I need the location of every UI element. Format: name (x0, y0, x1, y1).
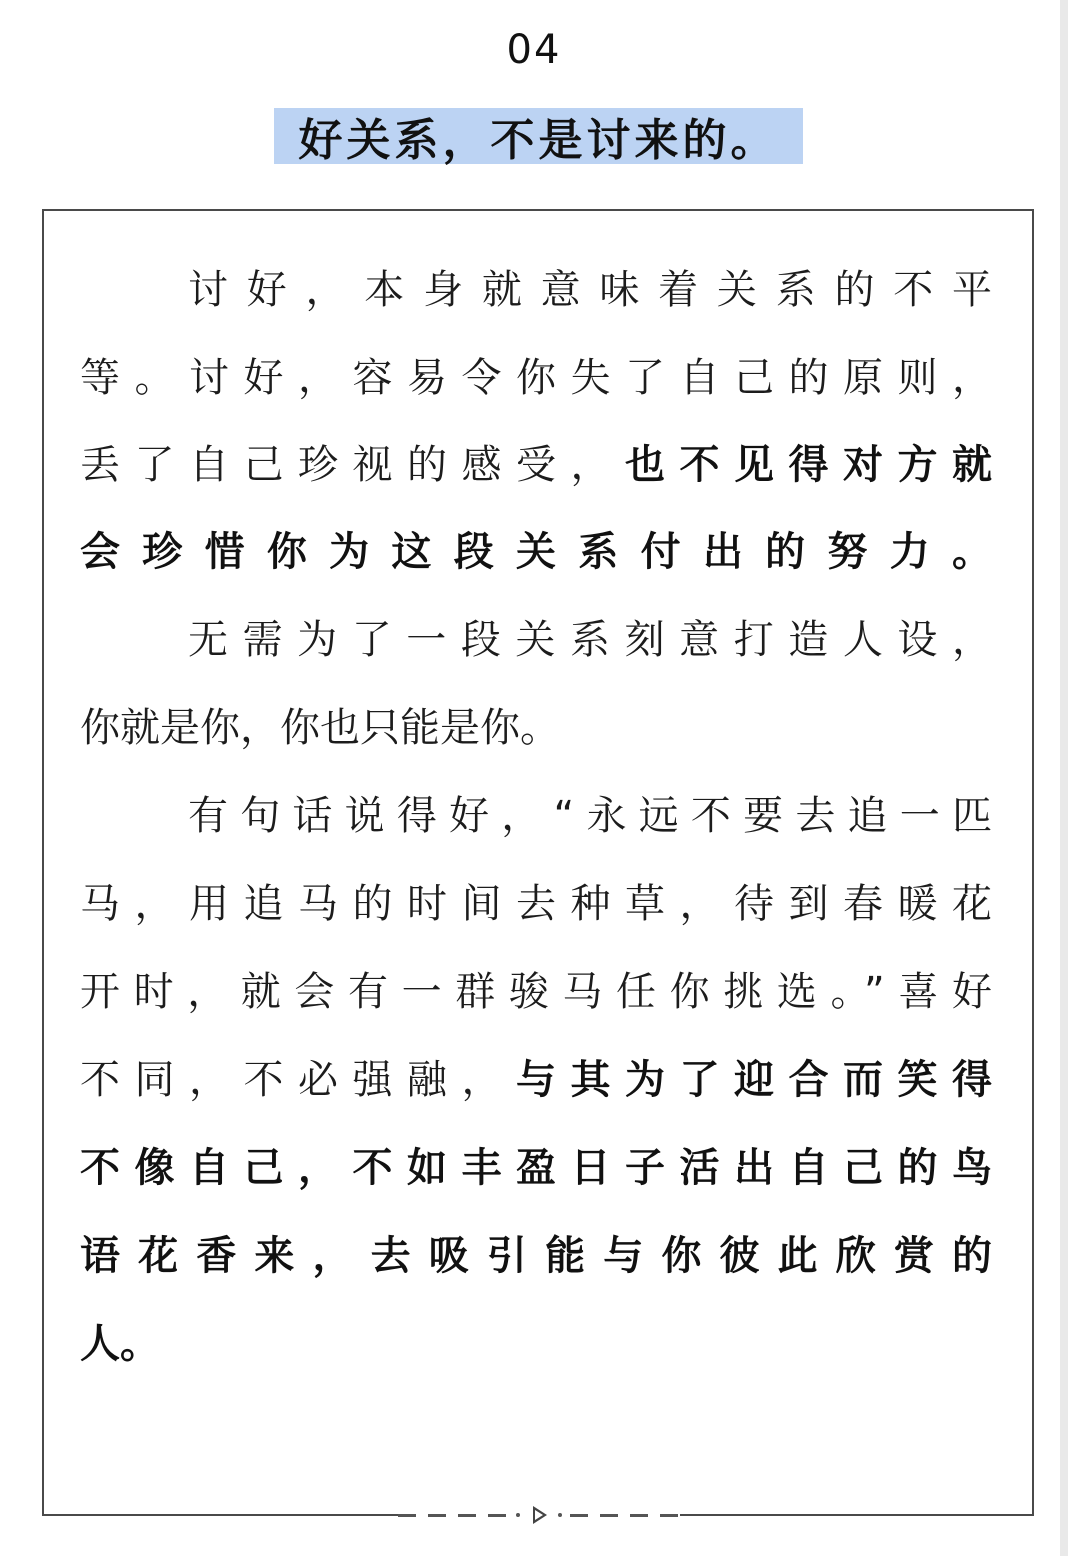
line-text-bold: 不像自己，不如丰盈日子活出自己的鸟 (80, 1145, 992, 1191)
line-text: 开时，就会有一群骏马任你挑选。”喜好 (80, 969, 992, 1015)
dot-divider (558, 1513, 562, 1517)
paragraph-line (80, 1312, 992, 1376)
dash-divider (600, 1514, 618, 1517)
paragraph-line (188, 784, 992, 848)
paragraph-line (80, 346, 992, 410)
page-title: 好关系，不是讨来的。 (298, 115, 779, 166)
line-text: 讨好，本身就意味着关系的不平 (188, 267, 992, 313)
paragraph-line (188, 608, 992, 672)
paragraph-line (80, 872, 992, 936)
paragraph-line (80, 1224, 992, 1288)
dot-divider (516, 1513, 520, 1517)
line-text-bold: 与其为了迎合而笑得 (516, 1057, 992, 1103)
paragraph-line (80, 1048, 992, 1112)
dash-divider (570, 1514, 588, 1517)
line-text-bold: 人。 (80, 1321, 160, 1367)
line-text-bold: 会珍惜你为这段关系付出的努力。 (80, 529, 992, 575)
section-number: 04 (506, 27, 562, 73)
line-text-bold: 也不见得对方就 (625, 442, 992, 488)
line-text: 不同，不必强融， (80, 1057, 516, 1103)
line-text: 有句话说得好，“永远不要去追一匹 (188, 793, 992, 839)
line-text: 你就是你，你也只能是你。 (80, 705, 560, 751)
page-right-edge (1060, 0, 1068, 1556)
play-triangle-icon (533, 1506, 547, 1524)
paragraph-line (188, 258, 992, 322)
dash-divider (398, 1514, 416, 1517)
line-text: 等。讨好，容易令你失了自己的原则， (80, 355, 992, 401)
dash-divider (630, 1514, 648, 1517)
paragraph-line (80, 1136, 992, 1200)
title-highlight (274, 108, 803, 164)
footer-decoration (398, 1496, 680, 1536)
paragraph-line (80, 696, 992, 760)
paragraph-line (80, 960, 992, 1024)
line-text: 丢了自己珍视的感受， (80, 442, 625, 488)
paragraph-line (80, 520, 992, 584)
line-text-bold: 语花香来，去吸引能与你彼此欣赏的 (80, 1233, 992, 1279)
dash-divider (428, 1514, 446, 1517)
dash-divider (660, 1514, 678, 1517)
paragraph-line (80, 433, 992, 497)
dash-divider (458, 1514, 476, 1517)
line-text: 无需为了一段关系刻意打造人设， (188, 617, 992, 663)
line-text: 马，用追马的时间去种草，待到春暖花 (80, 881, 992, 927)
dash-divider (488, 1514, 506, 1517)
